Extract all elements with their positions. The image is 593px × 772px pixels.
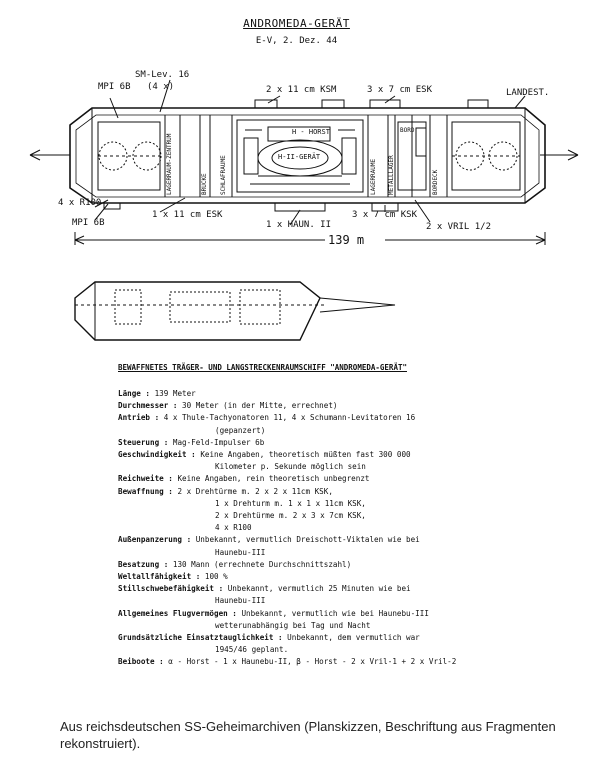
spec-row <box>215 621 370 630</box>
spec-value: 1 x Drehturm m. 1 x 1 x 11cm KSK, <box>215 498 366 508</box>
label-haun: 1 x HAUN. II <box>266 220 332 230</box>
spec-value: 139 Meter <box>154 389 196 398</box>
spec-value: 2 x Drehtürme m. 2 x 3 x 7cm KSK, <box>215 511 366 520</box>
spec-row <box>118 609 429 618</box>
spec-row <box>118 584 411 593</box>
spec-value: 4 x Thule-Tachyonatoren 11, 4 x Schumann-Levitatoren 16 <box>163 413 416 423</box>
spec-value: wetterunabhängig bei Tag und Nacht <box>215 620 371 630</box>
label-section-1: LAGERRAUM-ZENTRUM <box>166 133 173 195</box>
label-section-5: METALLLAGER <box>388 155 395 195</box>
specs-heading: BEWAFFNETES TRÄGER- UND LANGSTRECKENRAUMSCHIFF "ANDROMEDA-GERÄT" <box>118 363 407 372</box>
spec-value: 100 % <box>204 572 228 581</box>
label-sm-lev-count: (4 x) <box>147 82 175 92</box>
label-vril: 2 x VRIL 1/2 <box>426 222 492 232</box>
spec-key: Beiboote : <box>118 657 164 667</box>
spec-key: Außenpanzerung : <box>118 535 192 545</box>
spec-value: Unbekannt, dem vermutlich war <box>287 633 420 642</box>
label-section-3: SCHLAFRÄUME <box>220 155 227 195</box>
spec-value: 30 Meter (in der Mitte, errechnet) <box>182 401 338 411</box>
spec-row <box>118 657 456 666</box>
spec-row <box>215 426 265 435</box>
spec-row <box>118 401 337 410</box>
spec-value: 2 x Drehtürme m. 2 x 2 x 11cm KSK, <box>177 486 333 496</box>
label-ksm: 2 x 11 cm KSM <box>266 85 337 95</box>
spec-key: Durchmesser : <box>118 401 178 411</box>
spec-row <box>118 487 333 496</box>
spec-key: Geschwindigkeit : <box>118 450 196 459</box>
spec-key: Steuerung : <box>118 437 169 447</box>
spec-row <box>215 499 366 508</box>
label-section-6: BORDECK <box>432 169 439 195</box>
spec-key: Stillschwebefähigkeit : <box>118 584 224 594</box>
spec-value: Unbekannt, vermutlich Dreischott-Viktalen wie bei <box>195 535 420 545</box>
label-horst: H - HORST <box>292 128 330 136</box>
spec-row <box>215 645 288 654</box>
spec-key: Allgemeines Flugvermögen : <box>118 608 237 618</box>
spec-value: Keine Angaben, rein theoretisch unbegrenzt <box>177 474 370 484</box>
spec-value: 4 x R100 <box>215 523 252 533</box>
spec-row <box>118 560 351 569</box>
spec-value: Mag-Feld-Impulser 6b <box>172 437 265 447</box>
spec-key: Reichweite : <box>118 474 173 484</box>
spec-key: Länge : <box>118 389 151 398</box>
spec-row <box>118 438 264 447</box>
spec-key: Weltallfähigkeit : <box>118 572 201 581</box>
spec-row <box>215 548 265 557</box>
spec-row <box>215 511 366 520</box>
spec-key: Antrieb : <box>118 413 160 423</box>
spec-row <box>118 633 420 642</box>
spec-row <box>118 389 196 398</box>
label-section-4: LAGERRÄUME <box>370 158 377 195</box>
spec-row <box>118 474 369 483</box>
document-title: ANDROMEDA-GERÄT <box>243 17 350 30</box>
spec-value: 1945/46 geplant. <box>215 645 289 655</box>
label-h2-geraet: H-II-GERÄT <box>278 153 321 161</box>
label-landest: LANDEST. <box>506 88 550 98</box>
spec-row <box>118 535 420 544</box>
label-sm-lev: SM-Lev. 16 <box>135 70 190 80</box>
label-section-2: BRÜCKE <box>201 173 208 195</box>
spec-row <box>215 523 252 532</box>
label-ksk: 3 x 7 cm KSK <box>352 210 418 220</box>
spec-value: Haunebu-III <box>215 596 266 606</box>
spec-key: Besatzung : <box>118 559 169 569</box>
spec-key: Bewaffnung : <box>118 486 173 496</box>
label-length: 139 m <box>328 233 365 247</box>
ship-diagram <box>0 0 593 360</box>
spec-row <box>215 462 366 471</box>
spec-row <box>118 450 411 459</box>
label-bord: BORD <box>400 127 415 134</box>
document-date: E-V, 2. Dez. 44 <box>255 36 338 46</box>
spec-value: (gepanzert) <box>215 425 266 435</box>
label-mpi-top: MPI 6B <box>98 82 131 92</box>
label-esk-bottom: 1 x 11 cm ESK <box>152 210 223 220</box>
spec-row <box>118 572 228 581</box>
label-r100: 4 x R100 <box>58 198 102 208</box>
spec-value: Kilometer p. Sekunde möglich sein <box>215 462 366 472</box>
spec-value: α - Horst - 1 x Haunebu-II, β - Horst - 2 x Vril-1 + 2 x Vril-2 <box>168 657 457 667</box>
spec-value: Keine Angaben, theoretisch müßten fast 300 000 <box>200 450 411 459</box>
spec-value: Unbekannt, vermutlich wie bei Haunebu-III <box>241 608 429 618</box>
label-esk-top: 3 x 7 cm ESK <box>367 85 433 95</box>
spec-key: Grundsätzliche Einsatztauglichkeit : <box>118 633 283 642</box>
spec-value: Haunebu-III <box>215 547 266 557</box>
spec-value: 130 Mann (errechnete Durchschnittszahl) <box>172 559 352 569</box>
caption: Aus reichsdeutschen SS-Geheimarchiven (Planskizzen, Beschriftung aus Fragmenten rekonstruiert). <box>60 719 556 751</box>
spec-row <box>215 596 265 605</box>
spec-value: Unbekannt, vermutlich 25 Minuten wie bei <box>227 584 411 594</box>
label-mpi-bottom: MPI 6B <box>72 218 105 228</box>
spec-row <box>118 413 415 422</box>
